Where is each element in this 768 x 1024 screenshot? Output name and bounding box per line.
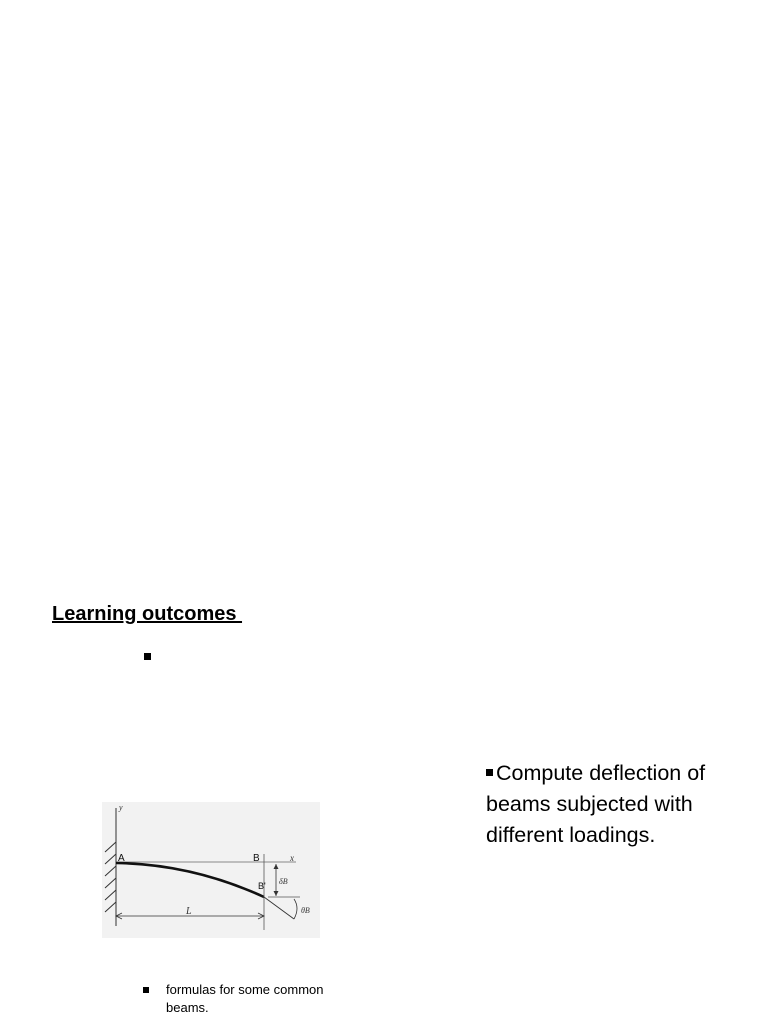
slope-tangent-line: [264, 897, 294, 919]
label-delta: δB: [279, 877, 288, 886]
label-a: A: [118, 853, 125, 864]
empty-bullet: [144, 653, 151, 660]
deflected-beam-curve: [116, 863, 264, 897]
label-theta: θB: [301, 906, 310, 915]
delta-arrow-bottom: [274, 891, 279, 896]
figure-caption: formulas for some common beams.: [166, 982, 324, 1015]
outcome-text: Compute deflection of beams subjected with different loadings.: [486, 761, 706, 847]
delta-arrow-top: [274, 864, 279, 869]
wall-hatch: [105, 842, 116, 912]
label-length: L: [186, 906, 192, 917]
section-heading: Learning outcomes: [52, 603, 243, 625]
cantilever-beam-figure: [102, 802, 320, 938]
label-b-prime: B': [258, 881, 266, 891]
caption-bullet: [143, 987, 149, 993]
learning-outcome: [486, 758, 746, 851]
label-x: x: [290, 853, 294, 863]
label-b: B: [253, 853, 260, 864]
beam-deflection-diagram: [102, 802, 320, 938]
outcome-bullet: [486, 769, 493, 776]
theta-arc: [294, 899, 297, 919]
label-y: y: [119, 803, 123, 812]
